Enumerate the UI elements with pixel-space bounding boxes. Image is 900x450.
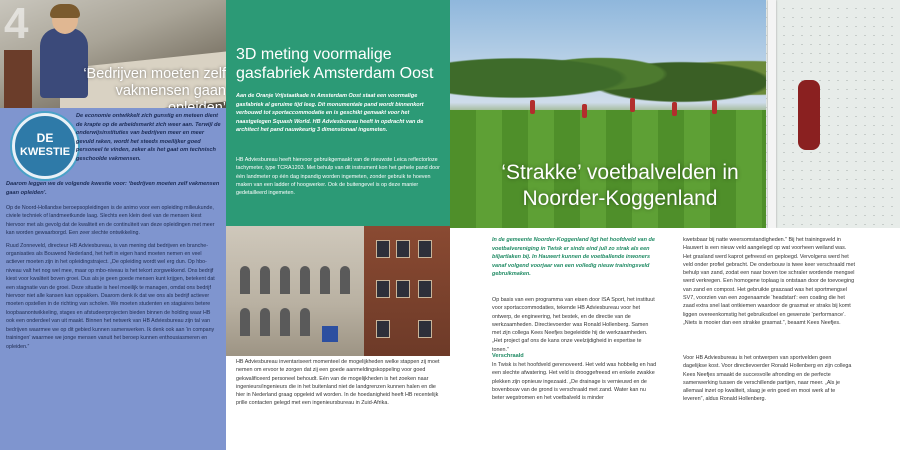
kwestie-paragraph-2: Ruud Zonneveld, directeur HB Adviesbureau, is van mening dat bedrijven en brancheorganisaties als Bouwend Nederland, het heft in eigen hand moeten nemen en veel actiever moeten zijn in het opleidingstraject. „De opleiding wordt wel erg dun. Op hbo-niveau valt het nog wel mee, maar op mbo-niveau is het tekort zorgwekkend. Ons bedrijf kiest voor kwaliteit boven groei. Dus als je geen goede mensen kunt krijgen, betekent dat een stagnatie van de groei. Deze situatie is heel moeilijk te managen, omdat ons bedrijf hiervoor niet alle kansen kan oppakken. Daarom denk ik dat we ons als bedrijf actiever moeten opstellen in de richting van scholen. We moeten studenten en stagiaires betere loopbaanontwikkeling, stages en afstudeerprojecten bieden binnen de holding waar HB ook een onderdeel van uit maakt. Binnen het netwerk van HB Adviesbureau zijn tal van bedrijven waarmee we op dit gebied kunnen samenwerken. Ik denk ook aan ‘in company trainingen’ waarmee we jonge mensen vanuit het beroep kunnen enthousiasmeren en opleiden.” (6, 242, 215, 350)
kwestie-intro: De economie ontwikkelt zich gunstig en meteen dient de krapte op de arbeidsmarkt zich weer aan. Terwijl de onderwijsinstituties van bedrijven meer en meer gevuld raken, wordt het steeds moeilijker goed personeel te vinden, zeker als het gaat om technisch geschoolde vakmensen. (76, 113, 221, 162)
gasfabriek-paragraph-2: HB Adviesbureau inventariseert momenteel de mogelijkheden welke stappen zij moet nemen om ervoor te zorgen dat zij een goede aanmeldingskoppeling voor goed gekwalificeerd personeel behoudt. Eén van de mogelijkheden is het zoeken naar ingenieurs/ingenieurs die in het buitenland niet de landgrenzen kunnen halen en die hier in Nederland graag opgeleid wil worden. In de hoedanigheid heeft HB recentelijk prille contacten gelegd met een ingenieursbureau in Zuid-Afrika. (236, 359, 440, 407)
badge-line-2: KWESTIE (19, 146, 71, 158)
gasfabriek-photo (226, 226, 450, 356)
voetbal-title: ‘Strakke’ voetbalvelden in Noorder-Koggenland (501, 161, 739, 210)
kwestie-intro-end: Daarom leggen we de volgende kwestie voor: ‘bedrijven moeten zelf vakmensen gaan opleiden’. (6, 181, 220, 196)
voetbal-subheading: Verschraald (492, 353, 524, 359)
voetbal-paragraph-1: Op basis van een programma van eisen door ISA Sport, het instituut voor sportaccommodaties, tekende HB Adviesbureau voor het ontwerp, de engineering, het bestek, en de directie van de werkzaamheden. Directievoerder was Ronald Hollenberg. Samen met zijn collega Kees Neefjes begeleidde hij de werkzaamheden. „Het project gaf ons de kans onze veelzijdigheid in expertise te tonen.” (492, 297, 655, 353)
voetbal-paragraph-3: kwetsbaar bij natte weersomstandigheden.” Bij het trainingsveld in Hauwert is een nieuw veld aangelegd op wat voorheen weiland was. Het grasland werd kaprot gefreesd en geploegd. Vervolgens werd het veld onder profiel gebracht. De onderbouw is twee keer verschraald met behulp van zand, zodat een naar boven toe schraler wordende mengsel werd verkregen. Een homogene toplaag is ontstaan door de toevoeging van zand en compost. Het gebruikte graszaad was het sportmengsel SV7, voorzien van een zogenaamde ‘headstart’: een coating die het zaad extra snel laat ontkiemen waardoor de grasmat er straks bij komt liggen overeenkomstig het gebruiksdoel en gewenste ‘performance’. „Niets is mooier dan een strakke grasmat.”, beaamt Kees Neefjes. (683, 237, 855, 326)
voetbal-paragraph-2: In Twisk is het hoofdveld gerenoveerd. Het veld was hobbelig en had een slechte afwatering. Het veld is drooggefreesd en enkele zwakke plekken zijn opnieuw ingezaaid. „De drainage is vernieuwd en de bovenbouw van de grond is verschraald met zand. Water kan nu beter wegstromen en het voetbalveld is minder (492, 362, 657, 402)
gasfabriek-lead: Aan de Oranje Vrijstaatkade in Amsterdam Oost staat een voormalige gasfabriek al geruime tijd leeg. Dit monumentale pand wordt binnenkort verbouwd tot sportaccommodatie en is geschikt gemaakt voor het naastgelegen Squash World. HB Adviesbureau heeft in opdracht van de architect het pand nauwkeurig 3 dimensionaal ingemeten. (236, 93, 424, 133)
badge-line-1: DE (36, 131, 54, 145)
kwestie-body (6, 204, 220, 355)
kwestie-paragraph-1: Op de Noord-Hollandse beroepsopleidingen is de animo voor een opleiding milieukunde, civiele techniek of landmeetkunde laag. Slechts een klein deel van de mensen kiest hiervoor met als gevolg dat de kwaliteit en de continuïteit van deze opleidingen met meer kan worden gewaarborgd. Een zeer slechte ontwikkeling. (6, 205, 215, 237)
gasfabriek-title: 3D meting voormalige gasfabriek Amsterdam Oost (236, 46, 434, 82)
voetbal-lead: In de gemeente Noorder-Koggenland ligt het hoofdveld van de voetbalvereniging in Twisk er sinds eind juli zo strak als een biljartlaken bij. In Hauwert kunnen de voetballende inwoners vanaf volgend voorjaar van een volledig nieuw trainingsveld gebruikmaken. (492, 237, 655, 277)
gasfabriek-paragraph: HB Adviesbureau heeft hiervoor gebruikgemaakt van de nieuwste Leica reflectorloze tachymeter, type TCRA1203. Met behulp van dit instrument kon het gehele pand door één landmeter op één dag inpandig worden ingemeten, zonder gebruik te hoeven maken van een ladder of hoogwerker. Ook de buitengevel is op deze manier gedetailleerd ingemeten. (236, 157, 440, 197)
kwestie-headline: ‘Bedrijven moeten zelf vakmensen gaan (83, 66, 226, 99)
de-kwestie-badge (12, 113, 78, 179)
page-number: 4 (4, 0, 29, 48)
voetbal-paragraph-4: Voor HB Adviesbureau is het ontwerpen van sportvelden geen dagelijkse kost. Voor directievoerder Ronald Hollenberg en zijn collega Kees Neefjes smaakt de succesvolle afronding en de perfecte samenwerking tussen de verschillende partijen, naar meer. „Als je allemaal inzet op kwaliteit, slaag je erin goed en mooi werk af te leveren”, aldus Ronald Hollenberg. (683, 355, 852, 403)
